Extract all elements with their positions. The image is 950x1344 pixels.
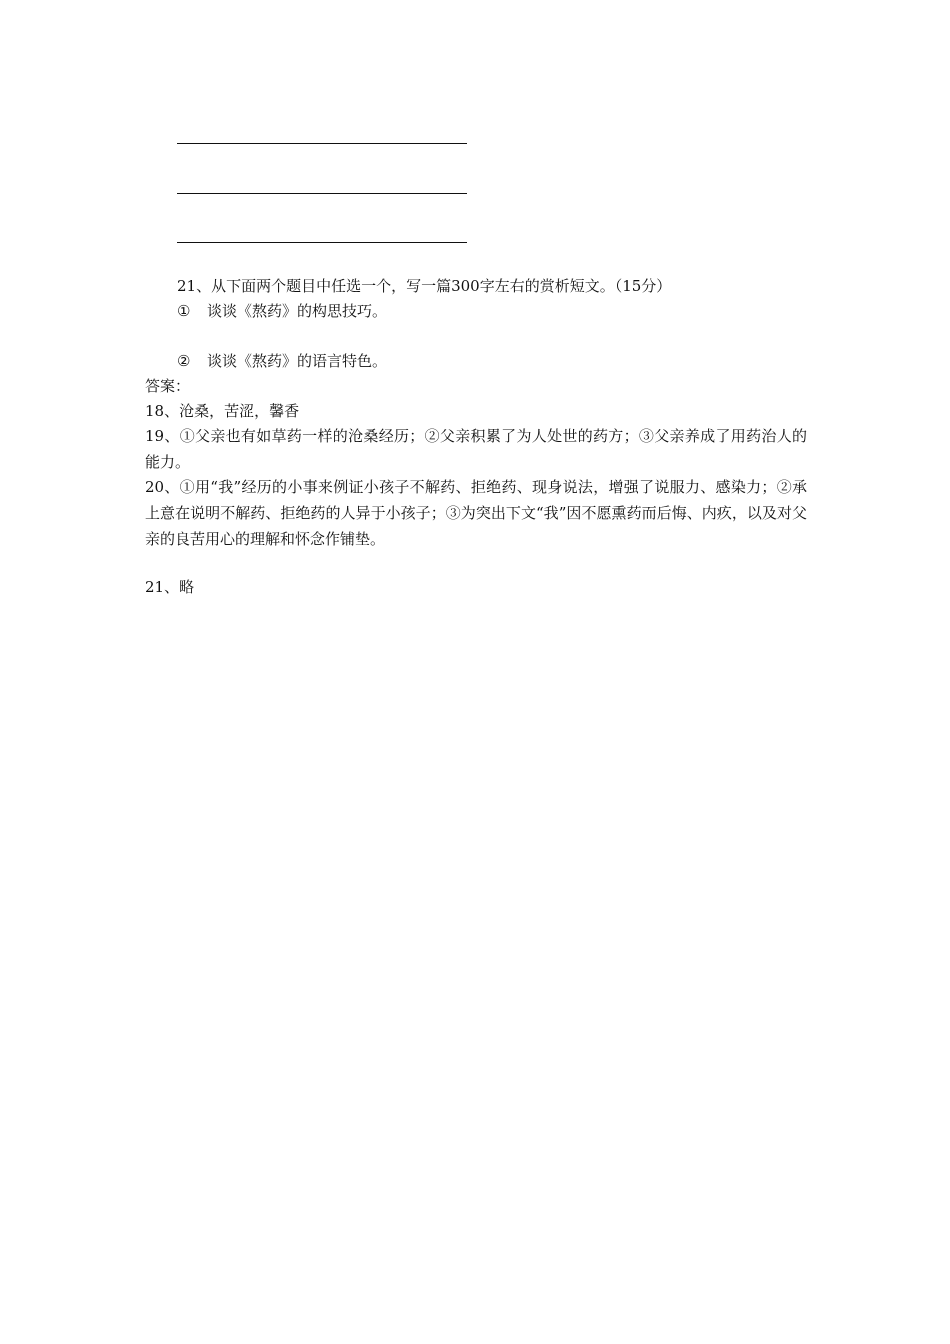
answer-19: 19、①父亲也有如草药一样的沧桑经历；②父亲积累了为人处世的药方；③父亲养成了用药治人的能力。: [145, 427, 807, 471]
answer-blank-line: [177, 193, 467, 194]
answer-blank-line: [177, 242, 467, 243]
answer-21: 21、略: [145, 578, 195, 596]
answer-18: 18、沧桑，苦涩，馨香: [145, 402, 300, 420]
question-21-option-2: [177, 350, 387, 372]
answers-heading: 答案：: [145, 377, 191, 395]
option-text: 谈谈《熬药》的语言特色。: [207, 352, 388, 370]
answer-20: 20、①用“我”经历的小事来例证小孩子不解药、拒绝药、现身说法，增强了说服力、感染力；②承上意在说明不解药、拒绝药的人异于小孩子；③为突出下文“我”因不愿熏药而后悔、内疚，以及对父亲的良苦用心的理解和怀念作铺垫。: [145, 478, 807, 548]
answer-blank-line: [177, 143, 467, 144]
question-21-prompt: 21、从下面两个题目中任选一个，写一篇300字左右的赏析短文。（15分）: [177, 277, 672, 295]
question-21-option-1: [177, 300, 387, 322]
option-text: 谈谈《熬药》的构思技巧。: [207, 302, 388, 320]
option-number: ②: [177, 352, 191, 370]
option-number: ①: [177, 302, 191, 320]
